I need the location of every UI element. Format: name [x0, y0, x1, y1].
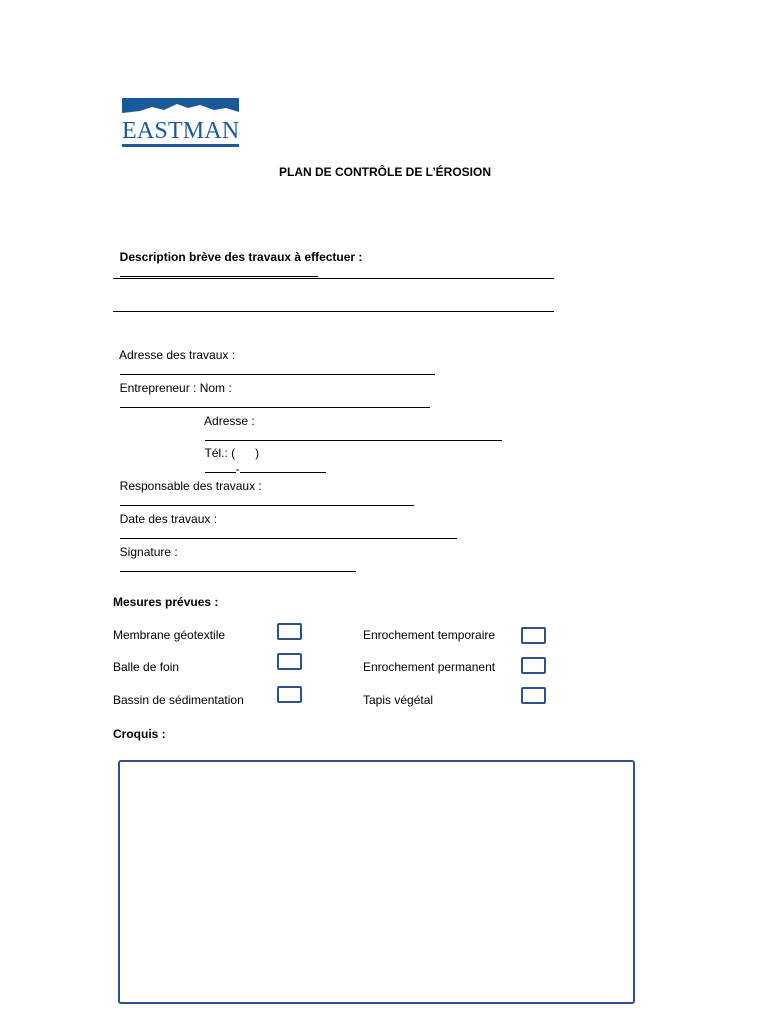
croquis-drawing-area[interactable]: [118, 760, 635, 1004]
adresse-travaux-label: Adresse des travaux :: [119, 348, 236, 362]
mesure-label: Membrane géotextile: [113, 628, 226, 642]
mesure-label: Bassin de sédimentation: [113, 693, 244, 707]
tel-dash: -: [235, 462, 240, 476]
signature-row: [113, 528, 356, 576]
description-line-2[interactable]: [113, 278, 554, 279]
mesures-heading: Mesures prévues :: [113, 595, 219, 609]
signature-field[interactable]: [120, 560, 356, 572]
logo-text: EASTMAN: [122, 118, 239, 144]
entrepreneur-label: Entrepreneur : Nom :: [119, 381, 232, 395]
description-field[interactable]: [120, 265, 318, 277]
description-label: Description brève des travaux à effectuer :: [119, 250, 363, 264]
tel-label: Tél.: (: [204, 446, 236, 460]
signature-label: Signature :: [119, 545, 178, 559]
eastman-logo: [122, 98, 239, 148]
mesure-checkbox-tapis-vegetal[interactable]: [521, 687, 546, 704]
mesure-label: Enrochement temporaire: [363, 628, 496, 642]
mesure-checkbox-membrane[interactable]: [277, 623, 302, 640]
tel-paren-close: ): [255, 446, 260, 460]
adresse-label: Adresse :: [204, 414, 255, 428]
responsable-label: Responsable des travaux :: [119, 479, 262, 493]
mesure-checkbox-enrochement-temporaire[interactable]: [521, 627, 546, 644]
mesure-label: Balle de foin: [113, 660, 180, 674]
mesure-label: Enrochement permanent: [363, 660, 496, 674]
description-row: [113, 233, 362, 281]
mesure-checkbox-enrochement-permanent[interactable]: [521, 657, 546, 674]
mesure-checkbox-balle-foin[interactable]: [277, 653, 302, 670]
page-title: PLAN DE CONTRÔLE DE L’ÉROSION: [278, 165, 491, 179]
date-label: Date des travaux :: [119, 512, 218, 526]
description-line-3[interactable]: [113, 311, 554, 312]
mesure-checkbox-bassin[interactable]: [277, 686, 302, 703]
mesure-label: Tapis végétal: [363, 693, 434, 707]
croquis-heading: Croquis :: [113, 727, 166, 741]
